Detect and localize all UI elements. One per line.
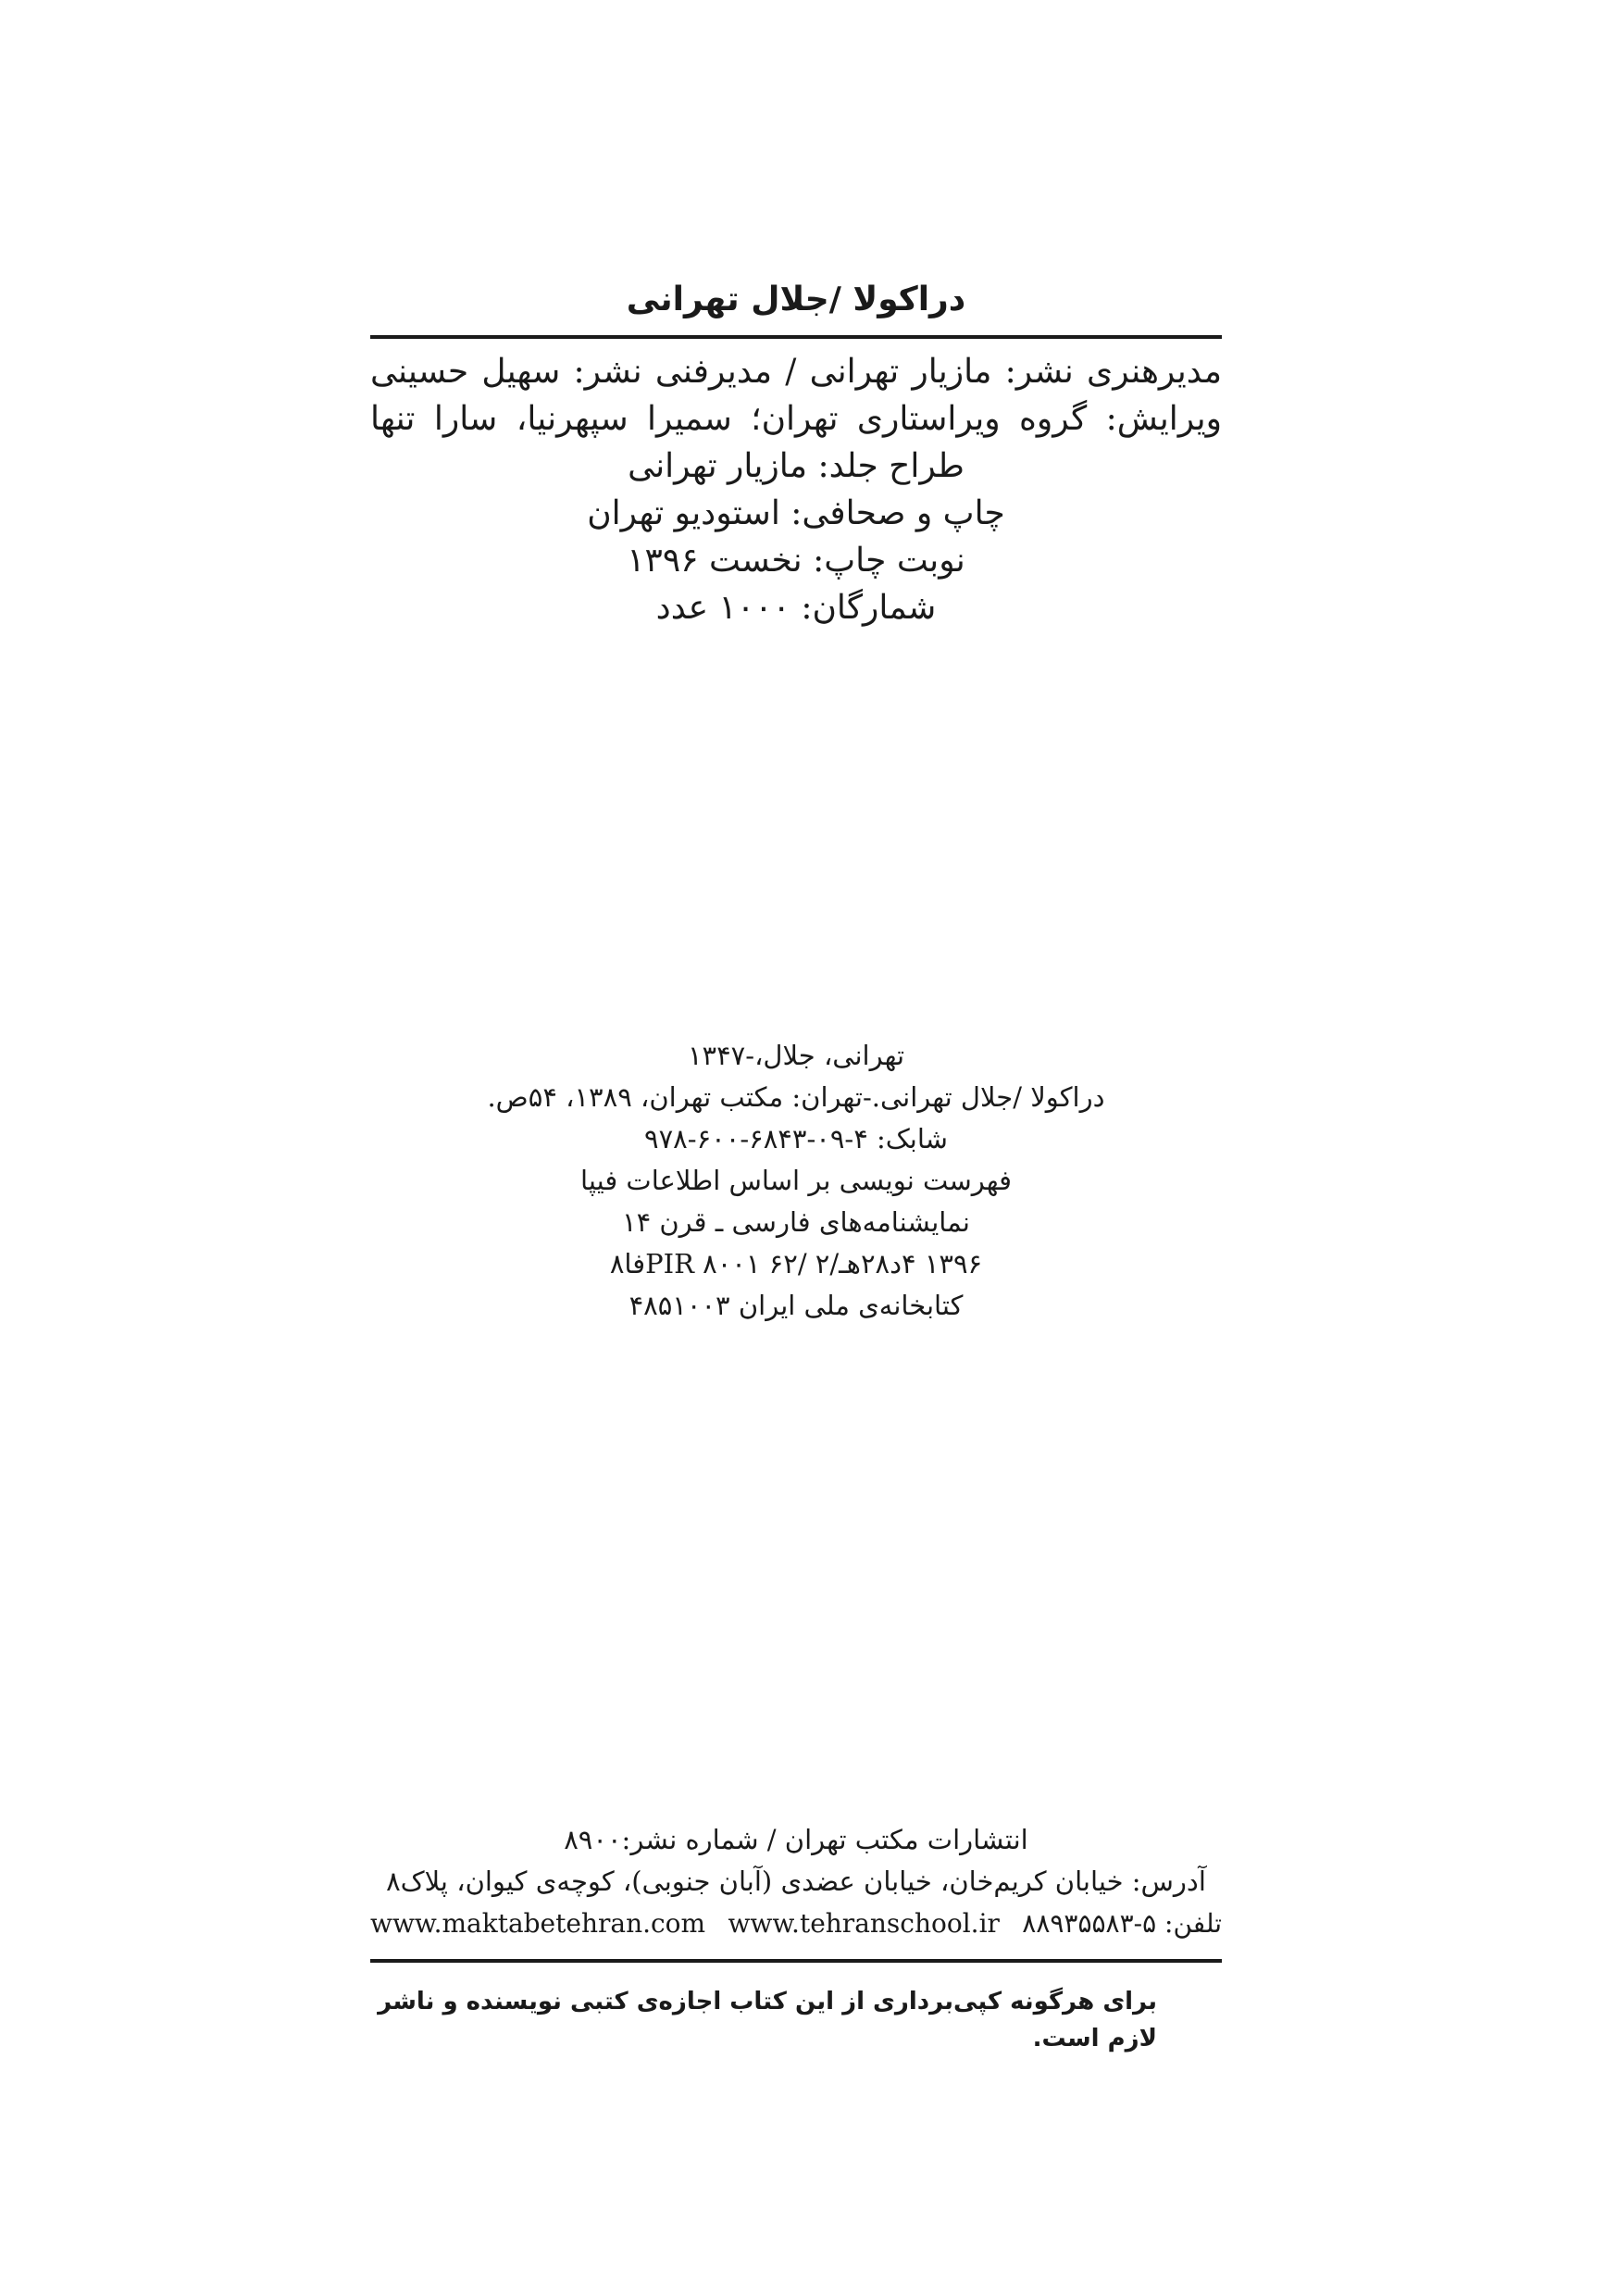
title-divider: [370, 335, 1222, 339]
catalog-line-subject: نمایشنامه‌های فارسی ـ قرن ۱۴: [622, 1206, 970, 1238]
publisher-list: [370, 1819, 1222, 1903]
catalog-line-title: دراکولا /جلال تهرانی.-تهران: مکتب تهران، ۱۳۸۹، ۵۴ص.: [487, 1081, 1105, 1113]
copyright-notice: برای هرگونه کپی‌برداری از این کتاب اجازه‌ی کتبی نویسنده و ناشر لازم است.: [378, 1988, 1157, 2053]
credits-list: [370, 348, 1222, 631]
catalog-line-isbn: شابک: ۴-۰۹-۶۸۴۳-۶۰۰-۹۷۸: [644, 1123, 948, 1154]
cataloging-section: [435, 1035, 1157, 1327]
catalog-line-classification: ۱۳۹۶ ۴د۲۸هـ/PIR ۸۰۰۱ ۶۲/ ۲فا۸: [609, 1248, 983, 1279]
print-run-line: شمارگان: ۱۰۰۰ عدد: [655, 589, 937, 627]
phone-number: تلفن: ۵-۸۸۹۳۵۵۸۳: [1022, 1908, 1222, 1939]
catalog-line-fipa: فهرست نویسی بر اساس اطلاعات فیپا: [579, 1165, 1012, 1196]
contact-row: [370, 1903, 1222, 1944]
website-main-link[interactable]: www.maktabetehran.com: [370, 1908, 706, 1939]
cover-designer-line: طراح جلد: مازیار تهرانی: [628, 447, 965, 485]
edition-line: نوبت چاپ: نخست ۱۳۹۶: [627, 542, 965, 580]
publisher-name-line: انتشارات مکتب تهران / شماره نشر:۸۹۰۰: [564, 1824, 1028, 1855]
credits-section: [370, 278, 1222, 631]
publisher-section: [370, 1819, 1222, 2057]
editing-line: ویرایش: گروه ویراستاری تهران؛ سمیرا سپهرنیا، سارا تنها: [370, 400, 1222, 438]
cataloging-list: [435, 1035, 1157, 1327]
publisher-address-line: آدرس: خیابان کریم‌خان، خیابان عضدی (آبان جنوبی)، کوچه‌ی کیوان، پلاک۸: [386, 1866, 1206, 1897]
website-school-link[interactable]: www.tehranschool.ir: [728, 1908, 1000, 1939]
publisher-divider: [370, 1959, 1222, 1963]
catalog-line-author: تهرانی، جلال،-۱۳۴۷: [687, 1040, 905, 1071]
catalog-line-national-library: کتابخانه‌ی ملی ایران ۴۸۵۱۰۰۳: [629, 1290, 964, 1321]
art-tech-directors-line: مدیرهنری نشر: مازیار تهرانی / مدیرفنی نشر: سهیل حسینی: [370, 353, 1222, 391]
book-title-author: دراکولا /جلال تهرانی: [626, 281, 966, 318]
print-binding-line: چاپ و صحافی: استودیو تهران: [587, 494, 1005, 532]
